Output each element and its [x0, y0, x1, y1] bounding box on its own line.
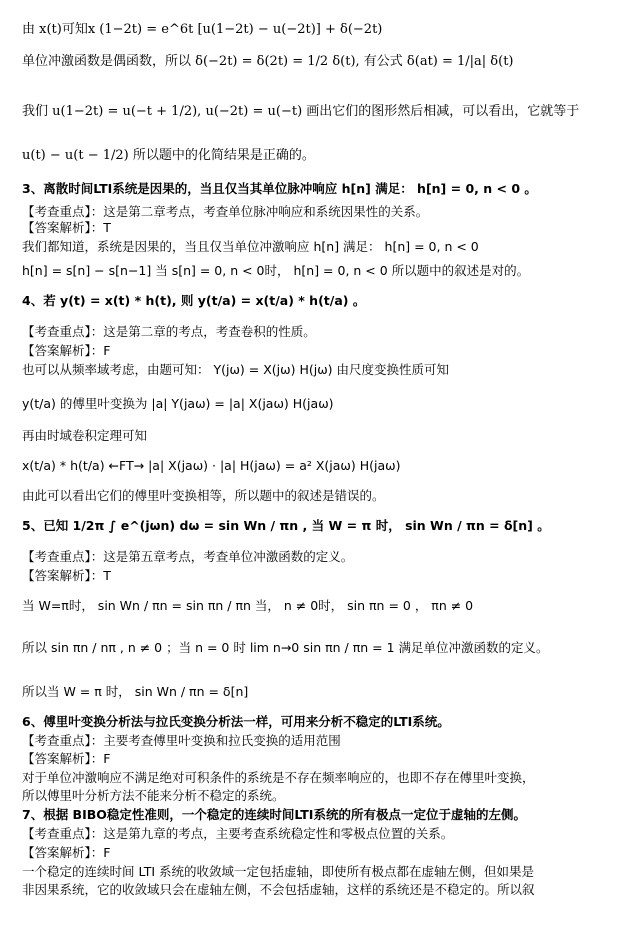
q4-formula: x(t/a) * h(t/a) ←FT→ |a| X(jaω) · |a| H(jaω) = a² X(jaω) H(jaω)	[22, 458, 401, 473]
q3-focus: 【考查重点】：这是第二章考点，考查单位脉冲响应和系统因果性的关系。	[22, 204, 429, 219]
q5-explain-3: 所以当 W = π 时， sin Wn / πn = δ[n]	[22, 684, 249, 699]
line-3: 我们 u(1−2t) = u(−t + 1/2), u(−2t) = u(−t) 画出它们的图形然后相减，可以看出，它就等于	[22, 104, 580, 119]
q7-focus: 【考查重点】：这是第九章的考点，主要考查系统稳定性和零极点位置的关系。	[22, 826, 454, 841]
q4-explain-3: 再由时域卷积定理可知	[22, 428, 148, 443]
q5-explain-1: 当 W=π时， sin Wn / πn = sin πn / πn 当， n ≠ 0时， sin πn = 0 ， πn ≠ 0	[22, 598, 474, 613]
q3-answer: 【答案解析】：T	[22, 220, 111, 235]
q6-focus: 【考查重点】：主要考查傅里叶变换和拉氏变换的适用范围	[22, 733, 341, 748]
q7-explain-1: 一个稳定的连续时间 LTI 系统的收敛域一定包括虚轴，即使所有极点都在虚轴左侧，但如果是	[22, 864, 535, 879]
q4-heading: 4、若 y(t) = x(t) * h(t), 则 y(t/a) = x(t/a) * h(t/a) 。	[22, 293, 366, 308]
q3-heading: 3、离散时间LTI系统是因果的，当且仅当其单位脉冲响应 h[n] 满足： h[n] = 0, n < 0 。	[22, 181, 537, 196]
q4-focus: 【考查重点】：这是第二章的考点，考查卷积的性质。	[22, 324, 316, 339]
q5-answer: 【答案解析】：T	[22, 568, 111, 583]
q3-explain-2: h[n] = s[n] − s[n−1] 当 s[n] = 0, n < 0时， h[n] = 0, n < 0 所以题中的叙述是对的。	[22, 263, 530, 278]
q6-heading: 6、傅里叶变换分析法与拉氏变换分析法一样，可用来分析不稳定的LTI系统。	[22, 714, 450, 729]
q4-explain-1: 也可以从频率域考虑，由题可知： Y(jω) = X(jω) H(jω) 由尺度变换性质可知	[22, 362, 450, 377]
q4-explain-2: y(t/a) 的傅里叶变换为 |a| Y(jaω) = |a| X(jaω) H(jaω)	[22, 396, 334, 411]
q3-explain-1: 我们都知道，系统是因果的，当且仅当单位冲激响应 h[n] 满足： h[n] = 0, n < 0	[22, 239, 479, 254]
q4-conclusion: 由此可以看出它们的傅里叶变换相等，所以题中的叙述是错误的。	[22, 488, 385, 503]
q7-heading: 7、根据 BIBO稳定性准则，一个稳定的连续时间LTI系统的所有极点一定位于虚轴的左侧。	[22, 807, 526, 822]
line-4: u(t) − u(t − 1/2) 所以题中的化简结果是正确的。	[22, 148, 315, 163]
q6-explain-1: 对于单位冲激响应不满足绝对可积条件的系统是不存在频率响应的，也即不存在傅里叶变换，	[22, 770, 535, 785]
q4-answer: 【答案解析】：F	[22, 343, 111, 358]
q7-answer: 【答案解析】：F	[22, 845, 111, 860]
q5-heading: 5、已知 1/2π ∫ e^(jωn) dω = sin Wn / πn , 当 W = π 时， sin Wn / πn = δ[n] 。	[22, 518, 550, 533]
q5-explain-2: 所以 sin πn / nπ , n ≠ 0 ；当 n = 0 时 lim n→0 sin πn / πn = 1 满足单位冲激函数的定义。	[22, 640, 549, 655]
q6-answer: 【答案解析】：F	[22, 751, 111, 766]
line-2: 单位冲激函数是偶函数，所以 δ(−2t) = δ(2t) = 1/2 δ(t), 有公式 δ(at) = 1/|a| δ(t)	[22, 54, 514, 69]
line-1: 由 x(t)可知x (1−2t) = e^6t [u(1−2t) − u(−2t)] + δ(−2t)	[22, 22, 383, 37]
q5-focus: 【考查重点】：这是第五章考点，考查单位冲激函数的定义。	[22, 549, 354, 564]
q7-explain-2: 非因果系统，它的收敛域只会在虚轴左侧，不会包括虚轴，这样的系统还是不稳定的。所以叙	[22, 882, 535, 897]
q6-explain-2: 所以傅里叶分析方法不能来分析不稳定的系统。	[22, 788, 285, 803]
